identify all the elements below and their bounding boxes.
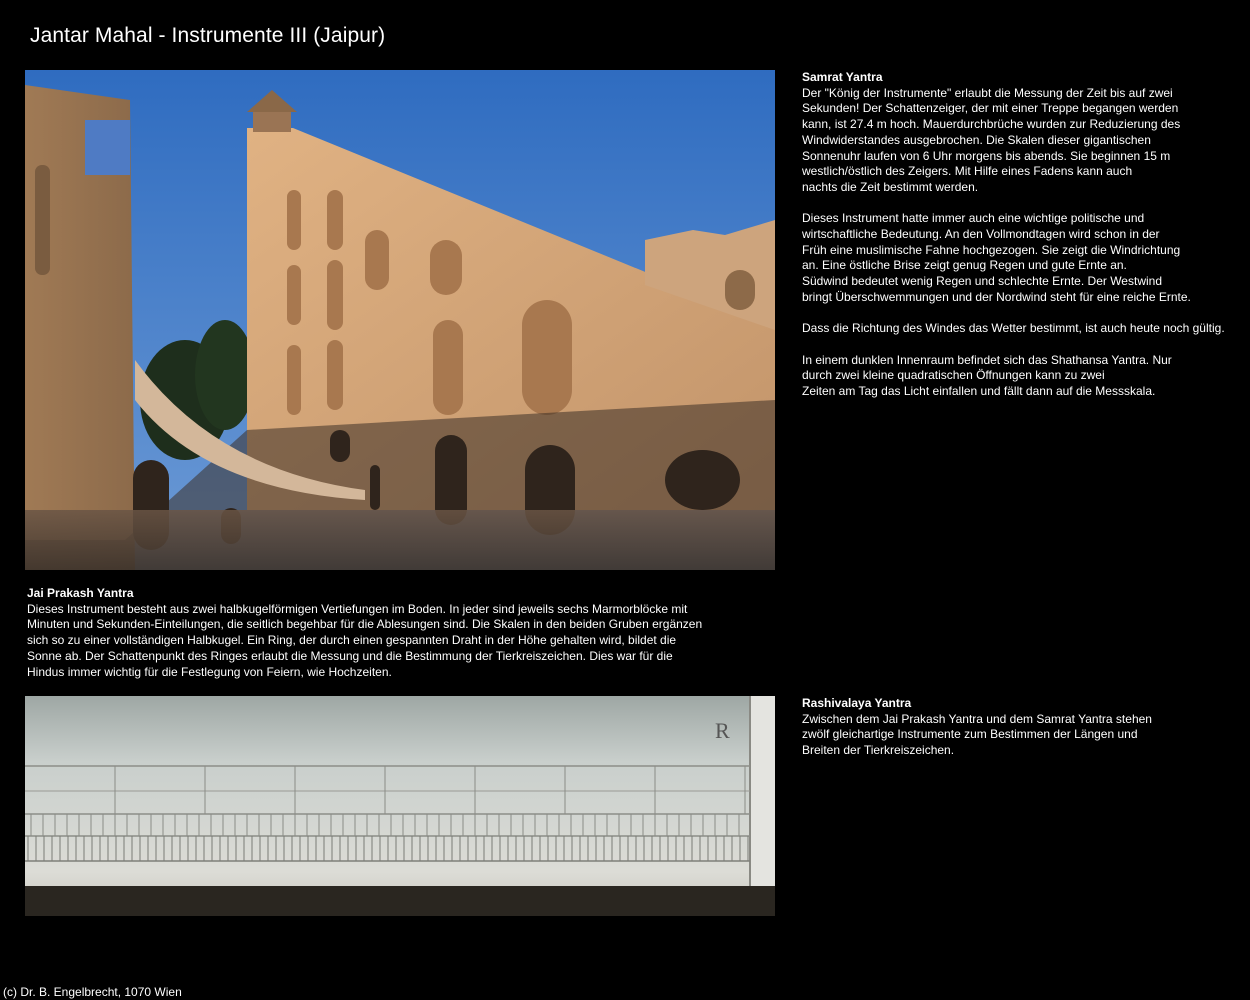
- samrat-yantra-heading: Samrat Yantra: [802, 70, 883, 84]
- samrat-line: Zeiten am Tag das Licht einfallen und fällt dann auf die Messskala.: [802, 384, 1156, 399]
- samrat-line: Früh eine muslimische Fahne hochgezogen. Sie zeigt die Windrichtung: [802, 242, 1181, 257]
- samrat-line: Südwind bedeutet wenig Regen und schlechte Ernte. Der Westwind: [802, 274, 1162, 289]
- samrat-line: westlich/östlich des Zeigers. Mit Hilfe eines Fadens kann auch: [802, 164, 1133, 179]
- samrat-yantra-photo: [25, 70, 775, 570]
- samrat-line: nachts die Zeit bestimmt werden.: [802, 179, 979, 194]
- paragraph-gap: [802, 337, 1225, 353]
- jai-prakash-line: Hindus immer wichtig für die Festlegung von Feiern, wie Hochzeiten.: [27, 664, 392, 679]
- jai-prakash-yantra-text: [27, 586, 702, 680]
- jai-prakash-line: sich so zu einer vollständigen Halbkugel. Ein Ring, der durch einen gespannten Draht in der Höhe gehalten wird, bildet die: [27, 633, 677, 648]
- copyright-footer: (c) Dr. B. Engelbrecht, 1070 Wien: [3, 985, 182, 999]
- jai-prakash-line: Dieses Instrument besteht aus zwei halbkugelförmigen Vertiefungen im Boden. In jeder sind jeweils sechs Marmorblöcke mit: [27, 601, 688, 616]
- rashivalaya-line: zwölf gleichartige Instrumente zum Bestimmen der Längen und: [802, 727, 1138, 742]
- samrat-line: Der "König der Instrumente" erlaubt die Messung der Zeit bis auf zwei: [802, 85, 1173, 100]
- paragraph-gap: [802, 306, 1225, 322]
- samrat-line: In einem dunklen Innenraum befindet sich das Shathansa Yantra. Nur: [802, 352, 1172, 367]
- samrat-line: Dieses Instrument hatte immer auch eine wichtige politische und: [802, 211, 1145, 226]
- rashivalaya-line: Zwischen dem Jai Prakash Yantra und dem Samrat Yantra stehen: [802, 711, 1152, 726]
- samrat-line: Sonnenuhr laufen von 6 Uhr morgens bis abends. Sie beginnen 15 m: [802, 148, 1171, 163]
- samrat-line: Windwiderstandes ausgebrochen. Die Skalen dieser gigantischen: [802, 132, 1151, 147]
- page-title: Jantar Mahal - Instrumente III (Jaipur): [30, 24, 386, 47]
- rashivalaya-heading: Rashivalaya Yantra: [802, 696, 912, 710]
- samrat-line: an. Eine östliche Brise zeigt genug Regen und gute Ernte an.: [802, 258, 1127, 273]
- scale-mark-letter: R: [715, 718, 730, 743]
- samrat-line: kann, ist 27.4 m hoch. Mauerdurchbrüche wurden zur Reduzierung des: [802, 117, 1181, 132]
- samrat-line: bringt Überschwemmungen und der Nordwind steht für eine reiche Ernte.: [802, 289, 1191, 304]
- paragraph-gap: [802, 196, 1225, 212]
- jai-prakash-heading: Jai Prakash Yantra: [27, 586, 134, 600]
- samrat-line: durch zwei kleine quadratischen Öffnungen kann zu zwei: [802, 368, 1105, 383]
- samrat-line: Dass die Richtung des Windes das Wetter bestimmt, ist auch heute noch gültig.: [802, 321, 1225, 336]
- rashivalaya-line: Breiten der Tierkreiszeichen.: [802, 743, 955, 758]
- jai-prakash-line: Minuten und Sekunden-Einteilungen, die seitlich begehbar für die Ablesungen sind. Die Skalen in den beiden Gruben ergänzen: [27, 617, 703, 632]
- jai-prakash-line: Sonne ab. Der Schattenpunkt des Ringes erlaubt die Messung und die Bestimmung der Tierkreiszeichen. Dies war für die: [27, 648, 673, 663]
- samrat-line: Sekunden! Der Schattenzeiger, der mit einer Treppe begangen werden: [802, 101, 1179, 116]
- samrat-line: wirtschaftliche Bedeutung. An den Vollmondtagen wird schon in der: [802, 227, 1160, 242]
- rashivalaya-yantra-text: [802, 696, 1152, 759]
- samrat-yantra-text: [802, 70, 1225, 400]
- marble-scale-photo: [25, 696, 775, 916]
